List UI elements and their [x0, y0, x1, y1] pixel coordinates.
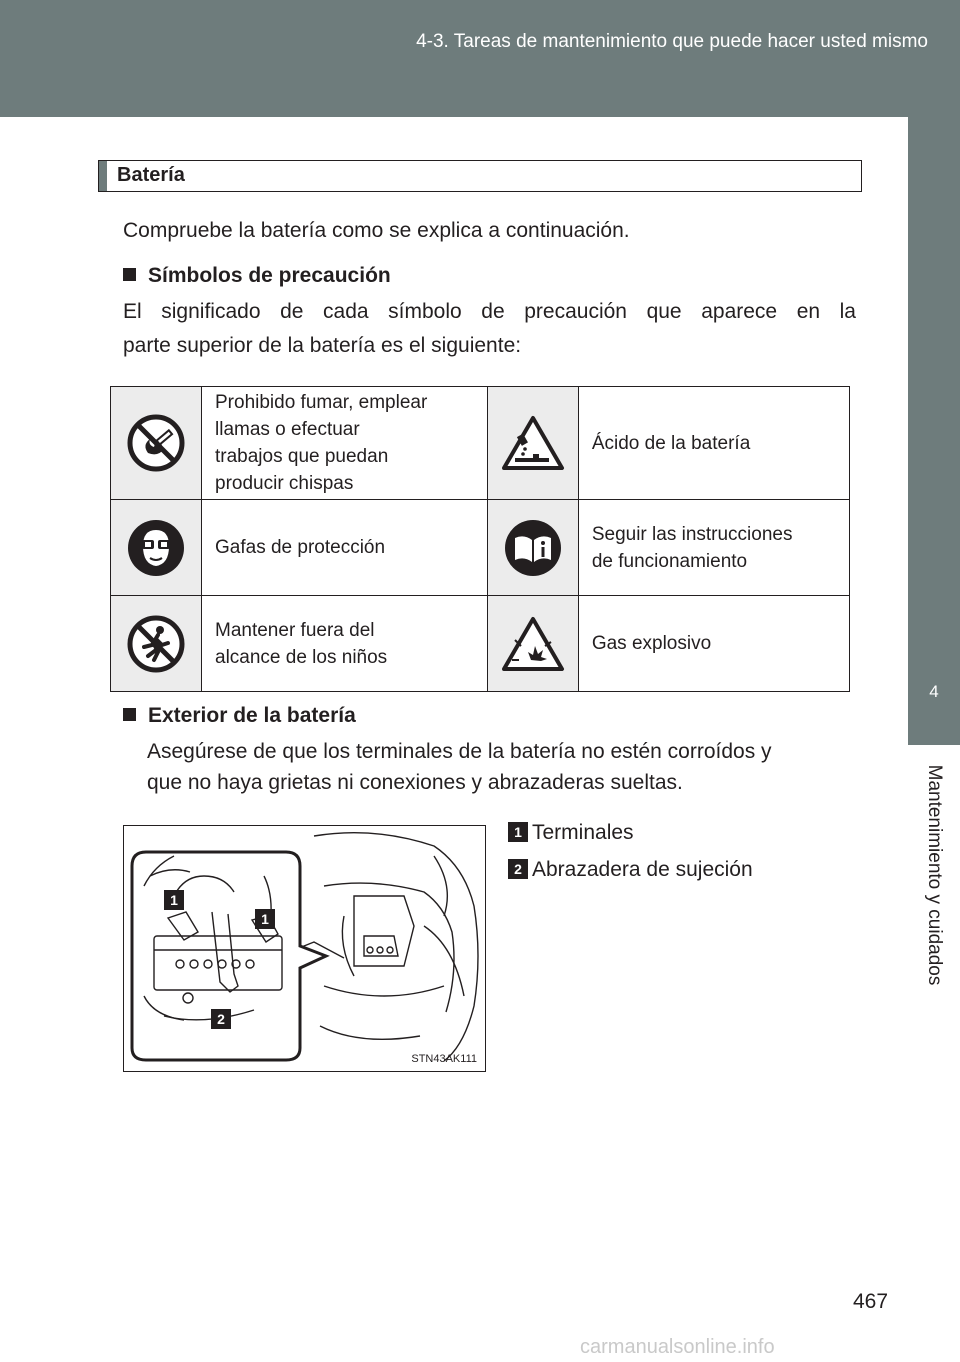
exterior-description-line-1: Asegúrese de que los terminales de la batería no estén corroídos y [147, 740, 772, 763]
symbols-description-line-1: El significado de cada símbolo de precaución que aparece en la [123, 300, 856, 323]
section-accent [99, 161, 107, 191]
symbols-row [111, 387, 850, 500]
symbols-heading [123, 264, 391, 288]
legend-label: Terminales [532, 821, 634, 844]
safety-goggles-icon-cell [111, 500, 202, 596]
no-smoking-text [202, 387, 488, 500]
legend-label: Abrazadera de sujeción [532, 858, 753, 881]
safety-goggles-icon [126, 518, 186, 578]
header-band [0, 0, 960, 117]
section-title: Batería [117, 164, 185, 186]
symbols-description-line-2: parte superior de la batería es el siguiente: [123, 334, 522, 357]
keep-away-children-text [202, 596, 488, 692]
page-number: 467 [853, 1290, 889, 1313]
watermark: carmanualsonline.info [580, 1336, 775, 1358]
no-smoking-text-line: llamas o efectuar [215, 419, 360, 440]
square-bullet-icon [123, 268, 136, 281]
no-smoking-text-line: producir chispas [215, 473, 354, 494]
no-smoking-icon-cell [111, 387, 202, 500]
figure-code: STN43AK111 [411, 1053, 477, 1065]
keep-away-children-icon-cell [111, 596, 202, 692]
keep-away-children-text-line: alcance de los niños [215, 646, 388, 668]
operating-instructions-text [578, 500, 849, 596]
legend-number-badge: 1 [508, 822, 528, 842]
battery-acid-text-line: Ácido de la batería [591, 432, 751, 454]
symbols-row [111, 596, 850, 692]
keep-away-children-text-line: Mantener fuera del [215, 619, 375, 641]
legend-number-badge: 2 [508, 859, 528, 879]
explosive-gas-text [578, 596, 849, 692]
exterior-heading [123, 704, 356, 728]
no-smoking-text-line: trabajos que puedan [215, 446, 389, 467]
square-bullet-icon [123, 708, 136, 721]
explosive-gas-icon-cell [487, 596, 578, 692]
figure-callout-terminal: 1 [255, 909, 275, 929]
legend-item [508, 858, 753, 882]
chapter-number: 4 [929, 682, 939, 701]
battery-acid-text [578, 387, 849, 500]
operating-instructions-text-line: Seguir las instrucciones [591, 523, 793, 545]
chapter-title: Mantenimiento y cuidados [924, 764, 945, 986]
operating-instructions-icon [503, 518, 563, 578]
exterior-description-line-2: que no haya grietas ni conexiones y abrazaderas sueltas. [147, 771, 683, 794]
explosive-gas-text-line: Gas explosivo [591, 633, 712, 654]
operating-instructions-icon-cell [487, 500, 578, 596]
legend-item [508, 821, 634, 845]
header-title: 4-3. Tareas de mantenimiento que puede hacer usted mismo [416, 31, 928, 52]
battery-acid-icon [501, 415, 565, 471]
operating-instructions-text-line: de funcionamiento [591, 550, 748, 572]
figure-callout-clamp: 2 [211, 1009, 231, 1029]
explosive-gas-icon [501, 616, 565, 672]
no-smoking-text-line: Prohibido fumar, emplear [215, 392, 428, 413]
safety-goggles-text-line: Gafas de protección [215, 537, 386, 558]
section-title-bar [98, 160, 862, 192]
engine-bay-drawing [124, 826, 485, 1071]
battery-acid-icon-cell [487, 387, 578, 500]
battery-illustration [123, 825, 486, 1072]
exterior-heading-text: Exterior de la batería [148, 704, 356, 727]
chapter-side-tab[interactable] [908, 117, 960, 745]
symbols-heading-text: Símbolos de precaución [148, 264, 391, 287]
figure-callout-terminal: 1 [164, 890, 184, 910]
symbols-table [110, 386, 850, 692]
symbols-row [111, 500, 850, 596]
intro-text: Compruebe la batería como se explica a continuación. [123, 219, 630, 242]
safety-goggles-text [202, 500, 488, 596]
keep-away-children-icon [126, 614, 186, 674]
no-smoking-icon [126, 413, 186, 473]
